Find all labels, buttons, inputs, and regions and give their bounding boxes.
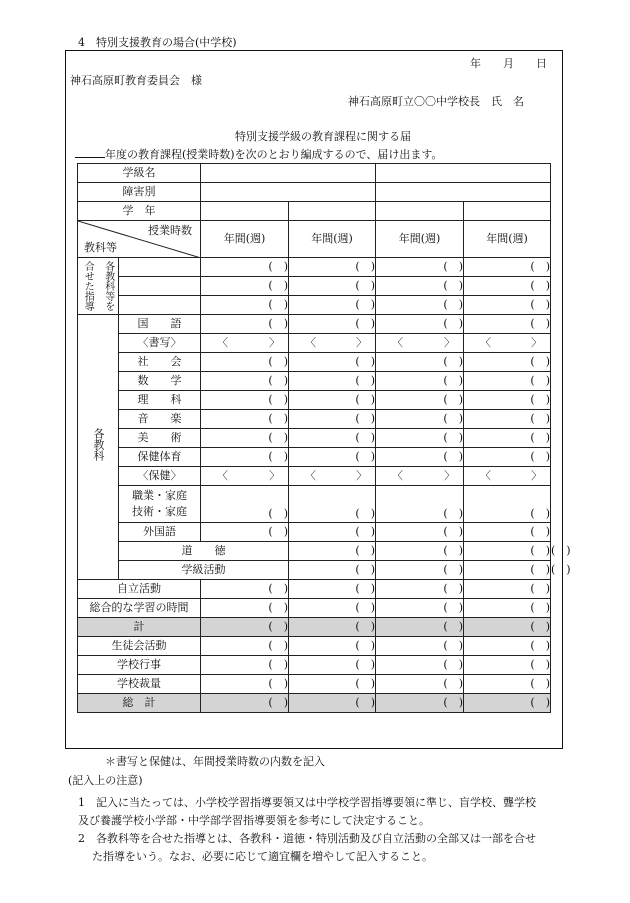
hours-cell[interactable]: ( ) [376,429,464,448]
hours-cell[interactable]: ( ) [376,561,464,580]
subject-social: 社 会 [119,353,201,372]
hours-cell[interactable]: ( ) [201,580,289,599]
subjects-group-text: 各教科 [92,428,105,461]
subject-art: 美 術 [119,429,201,448]
subject-music: 音 楽 [119,410,201,429]
row-subtotal: 計 [78,618,201,637]
hours-cell[interactable]: ( ) [464,277,551,296]
addressee: 神石高原町教育委員会 様 [70,74,202,87]
hours-cell[interactable]: ( ) [464,353,551,372]
row-school-events: 学校行事 [78,656,201,675]
subject-tech-home: 技術・家庭 [132,505,187,518]
angle-right: 〉 [444,336,455,349]
disability-cell-a[interactable] [201,183,376,202]
hours-cell[interactable]: ( ) [201,486,289,523]
corner-header [78,221,201,258]
hours-cell[interactable]: ( ) [201,429,289,448]
combined-label-col: 各教科等を [102,261,114,311]
angle-left: 〈 [217,336,228,349]
class-name-label: 学級名 [78,164,201,183]
subject-calligraphy: 〈書写〉 [119,334,201,353]
inner-hours-cell[interactable] [464,467,551,486]
hours-cell[interactable]: ( ) [201,296,289,315]
hours-cell[interactable]: ( ) [289,353,376,372]
hours-cell[interactable]: ( ) [289,656,376,675]
hours-cell[interactable]: ( ) [464,656,551,675]
hours-cell[interactable]: ( ) [376,675,464,694]
grade-cell[interactable] [201,202,289,221]
grade-cell[interactable] [464,202,551,221]
class-name-cell-a[interactable] [201,164,376,183]
note-2-line-2: た指導をいう。なお、必要に応じて適宜欄を増やして記入すること。 [92,850,433,863]
hours-cell[interactable]: ( ) [464,258,551,277]
row-student-council: 生徒会活動 [78,637,201,656]
form-title: 特別支援学級の教育課程に関する届 [235,130,411,143]
grade-label: 学 年 [78,202,201,221]
hours-cell[interactable]: ( ) [201,523,289,542]
hours-cell[interactable]: ( ) [201,448,289,467]
hours-cell[interactable]: ( ) [201,675,289,694]
sender: 神石高原町立〇〇中学校長 氏 名 [348,95,524,108]
subtotal-cell[interactable]: ( ) [289,618,376,637]
hours-cell[interactable]: ( ) [289,523,376,542]
angle-left: 〈 [217,469,228,482]
hours-cell[interactable]: ( ) [376,637,464,656]
note-1-line-1: 1 記入に当たっては、小学校学習指導要領又は中学校学習指導要領に準じ、盲学校、聾学校 [78,796,536,809]
row-independence: 自立活動 [78,580,201,599]
subject-math: 数 学 [119,372,201,391]
angle-right: 〉 [269,336,280,349]
hours-cell[interactable]: ( ) [289,580,376,599]
hours-cell[interactable]: ( ) [464,296,551,315]
inner-hours-cell[interactable] [289,334,376,353]
hours-cell[interactable]: ( ) [376,277,464,296]
hours-cell[interactable]: ( ) [289,372,376,391]
subjects-group-label [78,315,119,580]
hours-cell[interactable]: ( ) [201,656,289,675]
subject-pe: 保健体育 [119,448,201,467]
hours-cell[interactable]: ( ) [376,315,464,334]
hours-cell[interactable]: ( ) [201,410,289,429]
combined-subject-cell[interactable] [119,296,201,315]
angle-left: 〈 [392,469,403,482]
grand-total-cell[interactable]: ( ) [201,694,289,713]
angle-right: 〉 [356,336,367,349]
grade-cell[interactable] [376,202,464,221]
subtotal-cell[interactable]: ( ) [376,618,464,637]
intro-line [75,146,442,162]
inner-hours-cell[interactable] [376,334,464,353]
disability-label: 障害別 [78,183,201,202]
hours-cell[interactable]: ( ) [289,637,376,656]
column-header: 年間(週) [376,221,464,258]
hours-cell[interactable]: ( ) [201,391,289,410]
angle-right: 〉 [531,469,542,482]
hours-cell[interactable]: ( ) [201,353,289,372]
row-school-discretion: 学校裁量 [78,675,201,694]
hours-cell[interactable]: ( ) [464,637,551,656]
hours-cell[interactable]: ( ) [464,429,551,448]
hours-cell[interactable]: ( ) [289,429,376,448]
hours-cell[interactable]: ( ) [376,410,464,429]
hours-cell[interactable]: ( ) [464,542,551,561]
inner-hours-cell[interactable] [464,334,551,353]
hours-cell[interactable]: ( ) [376,542,464,561]
hours-cell[interactable]: ( ) [464,561,551,580]
hours-cell[interactable]: ( ) [376,580,464,599]
grade-cell[interactable] [289,202,376,221]
intro-text: 年度の教育課程(授業時数)を次のとおり編成するので、届け出ます。 [105,148,443,161]
subtotal-cell[interactable]: ( ) [201,618,289,637]
subject-foreign-language: 外国語 [119,523,201,542]
hours-cell[interactable]: ( ) [201,315,289,334]
footnote: ＊書写と保健は、年間授業時数の内数を記入 [105,755,325,768]
combined-subject-cell[interactable] [119,258,201,277]
combined-label-col: 合せた指導 [82,261,94,311]
row-moral: 道 徳 [119,542,289,561]
subject-science: 理 科 [119,391,201,410]
column-header: 年間(週) [464,221,551,258]
subjects-header: 教科等 [84,241,117,254]
combined-subject-cell[interactable] [119,277,201,296]
subject-health: 〈保健〉 [119,467,201,486]
grand-total-cell[interactable]: ( ) [289,694,376,713]
hours-cell[interactable]: ( ) [376,353,464,372]
inner-hours-cell[interactable] [376,467,464,486]
hours-cell[interactable]: ( ) [376,599,464,618]
hours-cell[interactable]: ( ) [289,542,376,561]
angle-left: 〈 [305,469,316,482]
section-heading: 4 特別支援教育の場合(中学校) [78,36,237,49]
angle-left: 〈 [480,336,491,349]
column-header: 年間(週) [289,221,376,258]
hours-cell[interactable]: ( ) [464,580,551,599]
inner-hours-cell[interactable] [289,467,376,486]
hours-cell[interactable]: ( ) [464,372,551,391]
note-1-line-2: 及び養護学校小学部・中学部学習指導要領を参考にして決定すること。 [78,814,430,827]
hours-cell[interactable]: ( ) [376,523,464,542]
row-integrated-study: 総合的な学習の時間 [78,599,201,618]
note-2-line-1: 2 各教科等を合せた指導とは、各教科・道徳・特別活動及び自立活動の全部又は一部を合せ [78,832,536,845]
subtotal-cell[interactable]: ( ) [464,618,551,637]
hours-cell[interactable]: ( ) [289,448,376,467]
class-name-cell-b[interactable] [376,164,551,183]
row-class-activities: 学級活動 [119,561,289,580]
hours-cell[interactable]: ( ) [289,277,376,296]
hours-cell[interactable]: ( ) [464,410,551,429]
date-line: 年 月 日 [470,57,547,70]
year-blank[interactable] [75,146,105,158]
hours-cell[interactable]: ( ) [376,372,464,391]
hours-cell[interactable]: ( ) [201,277,289,296]
hours-cell[interactable]: ( ) [289,315,376,334]
hours-cell[interactable]: ( ) [201,258,289,277]
angle-right: 〉 [356,469,367,482]
hours-cell[interactable]: ( ) [289,599,376,618]
hours-cell[interactable]: ( ) [464,599,551,618]
hours-cell[interactable]: ( ) [464,391,551,410]
hours-header: 授業時数 [148,224,192,237]
hours-cell[interactable]: ( ) [376,391,464,410]
hours-cell[interactable]: ( ) [289,258,376,277]
hours-cell[interactable]: ( ) [289,561,376,580]
hours-cell[interactable]: ( ) [289,675,376,694]
subject-vocational [119,486,201,523]
hours-cell[interactable]: ( ) [464,523,551,542]
curriculum-table: 学級名 障害別 学 年 授業時数 教科等 年間(週) 年間(週) 年間(週) 年間(週) 合せた指導 各教科等を ( ) ( ) ( ) ( ) ( ) ( ) ( ) ( ) ( ) ( ) ( ) ( ) 各教科 国 語 ( ) ( ) ( ) ( ) 〈書写〉 〈 〉 〈 〉 〈 〉 〈 〉 社 会 ( ) ( ) ( ) ( ) 数 学 ( ) ( ) ( ) ( ) 理 科 ( ) ( ) ( ) ( ) 音 楽 ( ) ( ) ( ) ( ) 美 術 ( ) ( ) ( ) ( ) 保健体育 ( ) ( ) ( ) ( ) 〈保健〉 〈 〉 〈 〉 〈 〉 〈 〉 職業・家庭 技術・家庭 ( ) ( ) ( ) ( ) 外国語 ( ) ( ) ( ) ( ) 道 徳 ( ) ( ) ( ) ( ) 学級活動 ( ) ( ) ( ) ( ) 自立活動 ( ) ( ) ( ) ( ) 総合的な学習の時間 ( ) ( ) ( ) ( ) 計 ( ) ( ) ( ) ( ) 生徒会活動 ( ) ( ) ( ) ( ) 学校行事 ( ) ( ) ( ) ( ) 学校裁量 ( ) ( ) ( ) ( ) 総 計 ( ) ( ) ( ) ( ) [77,163,551,713]
row-grand-total: 総 計 [78,694,201,713]
hours-cell[interactable]: ( ) [464,675,551,694]
disability-cell-b[interactable] [376,183,551,202]
hours-cell[interactable]: ( ) [201,599,289,618]
angle-left: 〈 [480,469,491,482]
grand-total-cell[interactable]: ( ) [376,694,464,713]
column-header: 年間(週) [201,221,289,258]
hours-cell[interactable]: ( ) [464,315,551,334]
angle-left: 〈 [305,336,316,349]
angle-right: 〉 [531,336,542,349]
hours-cell[interactable]: ( ) [376,296,464,315]
hours-cell[interactable]: ( ) [289,296,376,315]
hours-cell[interactable]: ( ) [464,486,551,523]
hours-cell[interactable]: ( ) [201,372,289,391]
combined-group-label [78,258,119,315]
hours-cell[interactable]: ( ) [376,486,464,523]
angle-left: 〈 [392,336,403,349]
hours-cell[interactable]: ( ) [289,410,376,429]
hours-cell[interactable]: ( ) [376,448,464,467]
hours-cell[interactable]: ( ) [289,391,376,410]
inner-hours-cell[interactable] [201,334,289,353]
hours-cell[interactable]: ( ) [376,656,464,675]
notes-heading: (記入上の注意) [68,774,143,787]
grand-total-cell[interactable]: ( ) [464,694,551,713]
hours-cell[interactable]: ( ) [464,448,551,467]
hours-cell[interactable]: ( ) [376,258,464,277]
angle-right: 〉 [269,469,280,482]
hours-cell[interactable]: ( ) [201,637,289,656]
hours-cell[interactable]: ( ) [289,486,376,523]
inner-hours-cell[interactable] [201,467,289,486]
subject-vocational-home: 職業・家庭 [132,489,187,502]
subject-japanese: 国 語 [119,315,201,334]
angle-right: 〉 [444,469,455,482]
